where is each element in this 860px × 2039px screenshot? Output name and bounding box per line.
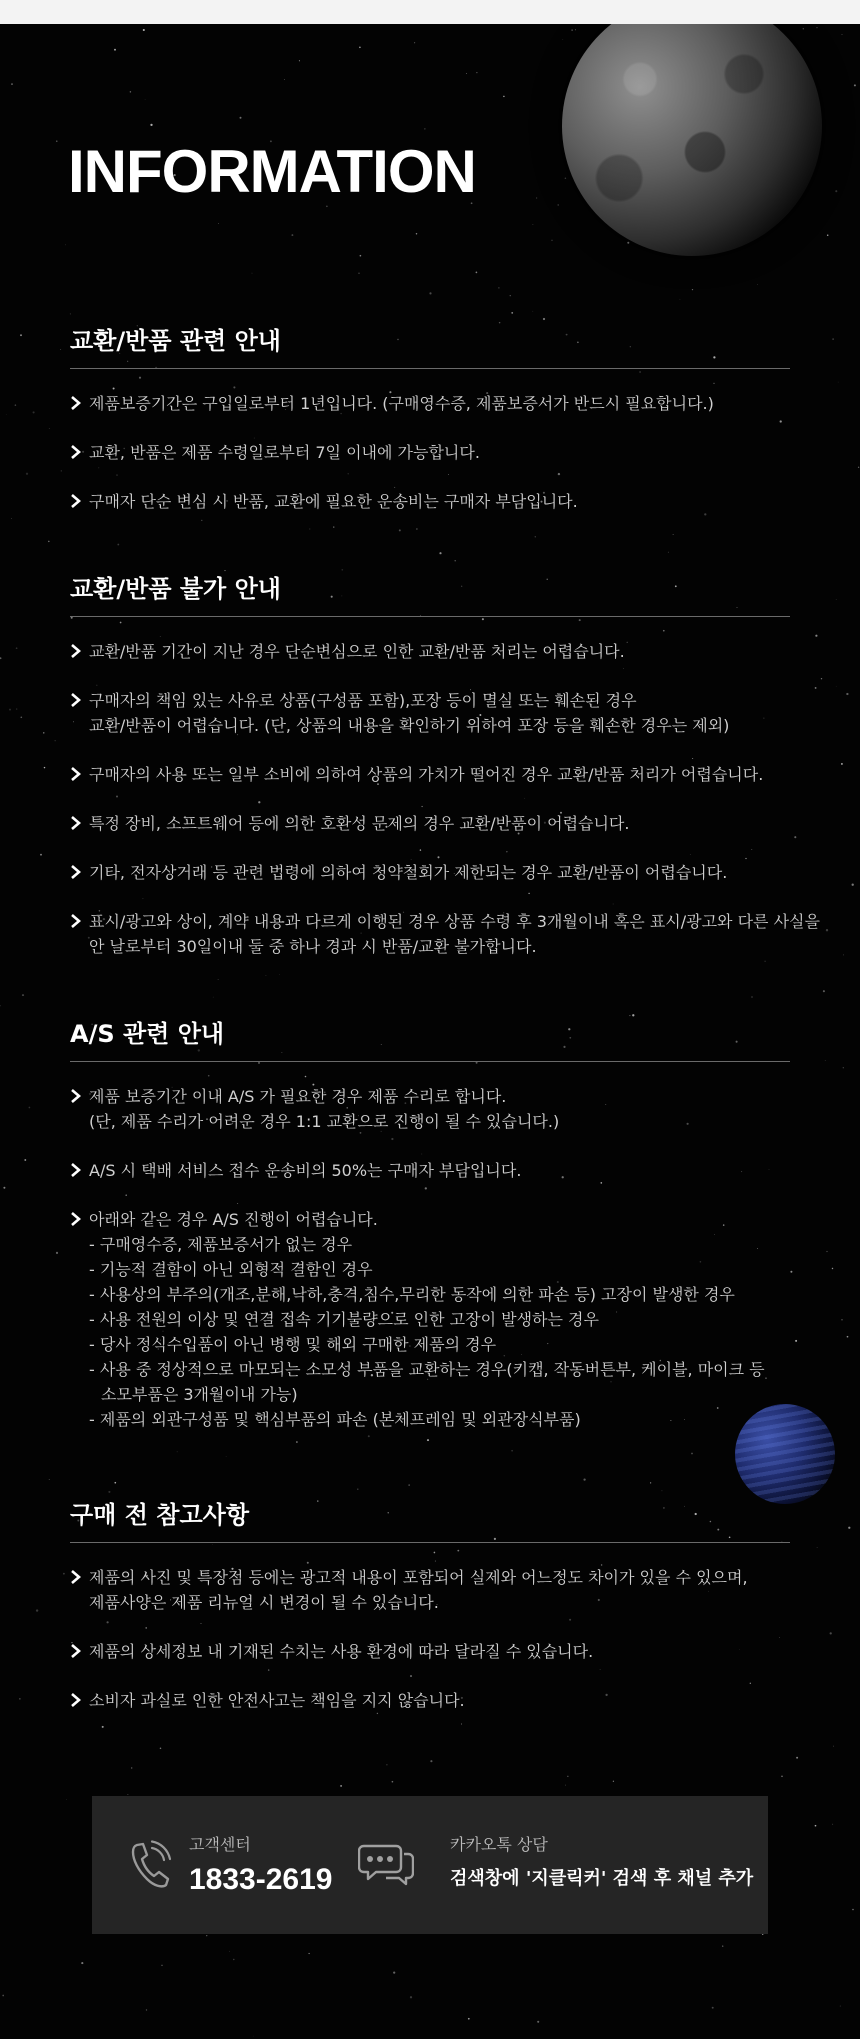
list-item: 구매자 단순 변심 시 반품, 교환에 필요한 운송비는 구매자 부담입니다. xyxy=(70,489,790,514)
list-item: 아래와 같은 경우 A/S 진행이 어렵습니다. - 구매영수증, 제품보증서가 없는 경우 - 기능적 결함이 아닌 외형적 결함인 경우 - 사용상의 부주의(개조,분해,낙하,충격,침수,무리한 동작에 의한 파손 등) 고장이 발생한 경우 - 사용 전원의 이상 및 연결 접속 기기불량으로 인한 고장이 발생하는 경우 - 당사 정식수입품이 아닌 병행 및 해외 구매한 제품의 경우 - 사용 중 정상적으로 마모되는 소모성 부품을 교환하는 경우(키캡, 작동버튼부, 케이블, 마이크 등 소모부품은 3개월이내 가능) - 제품의 외관구성품 및 핵심부품의 파손 (본체프레임 및 외관장식부품) xyxy=(70,1207,790,1432)
info-list xyxy=(70,1084,790,1432)
section-title: 구매 전 참고사항 xyxy=(70,1498,790,1543)
contact-box xyxy=(92,1796,768,1934)
section-title: 교환/반품 불가 안내 xyxy=(70,572,790,617)
top-bar xyxy=(0,0,860,24)
section-exchange-return-unavailable xyxy=(70,572,820,959)
list-item: 교환/반품 기간이 지난 경우 단순변심으로 인한 교환/반품 처리는 어렵습니다. xyxy=(70,639,790,664)
chevron-right-icon xyxy=(70,1162,82,1178)
chevron-right-icon xyxy=(70,1692,82,1708)
chevron-right-icon xyxy=(70,1569,82,1585)
list-item: 소비자 과실로 인한 안전사고는 책임을 지지 않습니다. xyxy=(70,1688,790,1713)
list-item: 제품보증기간은 구입일로부터 1년입니다. (구매영수증, 제품보증서가 반드시 필요합니다.) xyxy=(70,391,790,416)
list-item: 제품의 상세정보 내 기재된 수치는 사용 환경에 따라 달라질 수 있습니다. xyxy=(70,1639,790,1664)
customer-center[interactable] xyxy=(92,1796,352,1934)
section-after-service xyxy=(70,1017,790,1432)
chevron-right-icon xyxy=(70,864,82,880)
chevron-right-icon xyxy=(70,692,82,708)
kakao-consult-instruction: 검색창에 '지클릭커' 검색 후 채널 추가 xyxy=(450,1868,754,1889)
chevron-right-icon xyxy=(70,444,82,460)
list-item: 특정 장비, 소프트웨어 등에 의한 호환성 문제의 경우 교환/반품이 어렵습니다. xyxy=(70,811,790,836)
kakao-consult-label: 카카오톡 상담 xyxy=(450,1835,548,1854)
list-item: 구매자의 사용 또는 일부 소비에 의하여 상품의 가치가 떨어진 경우 교환/반품 처리가 어렵습니다. xyxy=(70,762,790,787)
info-list xyxy=(70,639,820,959)
chevron-right-icon xyxy=(70,493,82,509)
chevron-right-icon xyxy=(70,815,82,831)
chevron-right-icon xyxy=(70,913,82,929)
list-item: A/S 시 택배 서비스 접수 운송비의 50%는 구매자 부담입니다. xyxy=(70,1158,790,1183)
chevron-right-icon xyxy=(70,766,82,782)
chevron-right-icon xyxy=(70,1643,82,1659)
chevron-right-icon xyxy=(70,1088,82,1104)
info-list xyxy=(70,1565,790,1713)
chevron-right-icon xyxy=(70,1211,82,1227)
info-list xyxy=(70,391,790,514)
chevron-right-icon xyxy=(70,395,82,411)
list-item: 교환, 반품은 제품 수령일로부터 7일 이내에 가능합니다. xyxy=(70,440,790,465)
page-title: INFORMATION xyxy=(68,138,476,205)
section-exchange-return xyxy=(70,324,790,514)
kakao-consult[interactable] xyxy=(354,1796,768,1934)
customer-center-phone[interactable]: 1833-2619 xyxy=(189,1863,333,1896)
chat-bubble-icon xyxy=(358,1842,414,1886)
section-title: A/S 관련 안내 xyxy=(70,1017,790,1062)
chevron-right-icon xyxy=(70,643,82,659)
list-item: 제품의 사진 및 특장점 등에는 광고적 내용이 포함되어 실제와 어느정도 차이가 있을 수 있으며, 제품사양은 제품 리뉴얼 시 변경이 될 수 있습니다. xyxy=(70,1565,790,1615)
information-panel xyxy=(0,24,860,2039)
list-item: 제품 보증기간 이내 A/S 가 필요한 경우 제품 수리로 합니다. (단, 제품 수리가 어려운 경우 1:1 교환으로 진행이 될 수 있습니다.) xyxy=(70,1084,790,1134)
list-item: 구매자의 책임 있는 사유로 상품(구성품 포함),포장 등이 멸실 또는 훼손된 경우 교환/반품이 어렵습니다. (단, 상품의 내용을 확인하기 위하여 포장 등을 훼손한 경우는 제외) xyxy=(70,688,790,738)
section-title: 교환/반품 관련 안내 xyxy=(70,324,790,369)
customer-center-label: 고객센터 xyxy=(189,1835,251,1854)
list-item: 표시/광고와 상이, 계약 내용과 다르게 이행된 경우 상품 수령 후 3개월이내 혹은 표시/광고와 다른 사실을 안 날로부터 30일이내 둘 중 하나 경과 시 반품/교환 불가합니다. xyxy=(70,909,790,959)
phone-icon xyxy=(128,1840,172,1890)
list-item: 기타, 전자상거래 등 관련 법령에 의하여 청약철회가 제한되는 경우 교환/반품이 어렵습니다. xyxy=(70,860,790,885)
section-pre-purchase-notes xyxy=(70,1498,790,1713)
